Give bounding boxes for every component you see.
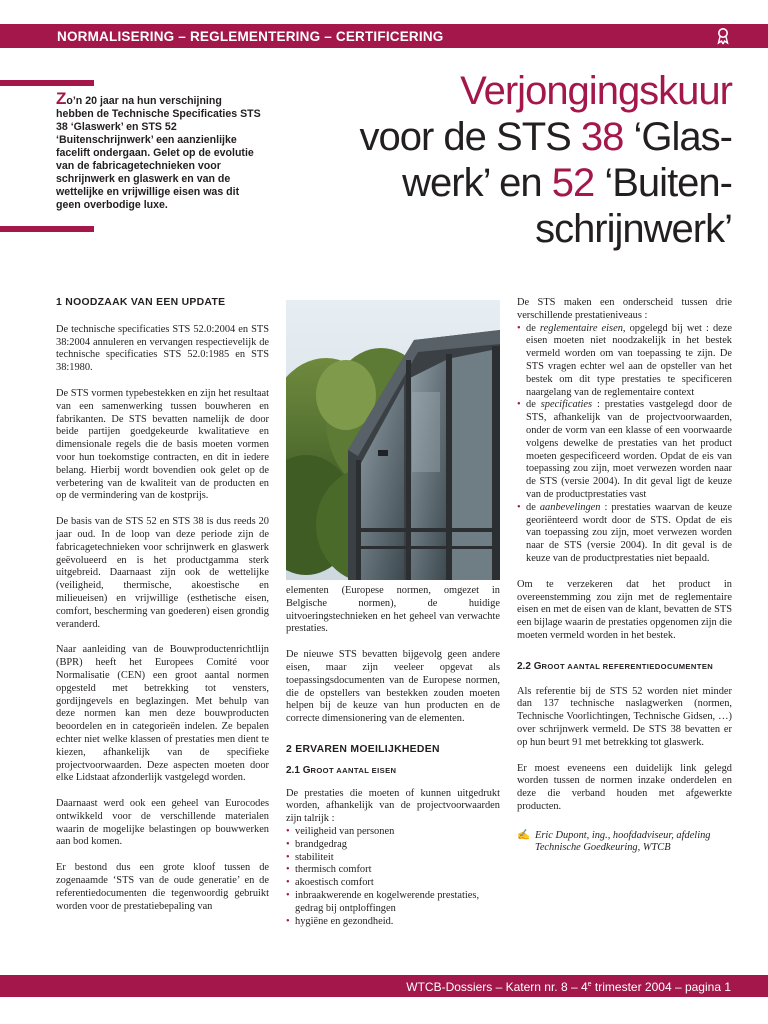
intro-lead — [56, 89, 262, 212]
paragraph: De prestaties die moeten of kunnen uitgedrukt worden, afhankelijk van de projectvoorwaarden zijn talrijk : — [286, 787, 500, 825]
pen-nib-icon: ✍ — [517, 829, 530, 841]
list-item: • akoestisch comfort — [286, 877, 500, 890]
section-header-text: NORMALISERING – REGLEMENTERING – CERTIFICERING — [57, 29, 444, 44]
section-header-bar — [0, 24, 768, 48]
accent-rule-bottom — [0, 226, 94, 232]
list-item: • veiligheid van personen — [286, 826, 500, 839]
title-line-3: werk’ en 52 ‘Buiten- — [402, 161, 732, 205]
column-2 — [286, 585, 500, 941]
paragraph: Om te verzekeren dat het product in overeenstemming zou zijn met de reglementaire eisen en met de eisen van de klant, bevatten de STS een bijlage waarin de prestaties opgenomen zijn die moeten vermeld worden in het bestek. — [517, 578, 732, 641]
paragraph: De STS maken een onderscheid tussen drie verschillende prestatieniveaus : — [517, 297, 732, 321]
list-item: • thermisch comfort — [286, 864, 500, 877]
title-number-52: 52 — [551, 161, 595, 205]
subsection-heading-2-2: 2.2 GROOT AANTAL REFERENTIEDOCUMENTEN — [517, 660, 714, 672]
title-line-1: Verjongingskuur — [460, 69, 732, 113]
footer-bar — [0, 975, 768, 997]
accent-rule-top — [0, 80, 94, 86]
paragraph: Er bestond dus een grote kloof tussen de zogenaamde ‘STS van de oude generatie’ en de referentiedocumenten die tegenwoordig gebruikt worden voor de prestatiebepaling van — [56, 862, 269, 912]
paragraph: elementen (Europese normen, omgezet in Belgische normen), de huidige uitvoeringstechnieken en het geheel van verwachte prestaties. — [286, 585, 500, 635]
column-3 — [517, 297, 732, 855]
footer-text: WTCB-Dossiers – Katern nr. 8 – 4e trimester 2004 – pagina 1 — [406, 980, 731, 994]
paragraph: De nieuwe STS bevatten bijgevolg geen andere eisen, maar zijn veeleer opgevat als toepassingsdocumenten van de Europese normen, die de opstellers van bestekken zouden moeten helpen bij de keuze van hun producten en de correcte dimensionering van de elementen. — [286, 649, 500, 725]
column-1 — [56, 297, 269, 926]
performance-levels-list — [517, 323, 732, 566]
paragraph: Als referentie bij de STS 52 worden niet minder dan 137 technische naslagwerken (normen, Technische Voorlichtingen, Technische Gidsen, …) over schrijnwerk vermeld. De STS 38 bevatten er op hun beurt 91 met betrekking tot glaswerk. — [517, 685, 732, 748]
list-item: • brandgedrag — [286, 839, 500, 852]
subsection-heading-2-1: 2.1 GROOT AANTAL EISEN — [286, 764, 397, 776]
paragraph: De technische specificaties STS 52.0:2004 en STS 38:2004 annuleren en vervangen respectievelijk de technische specificaties STS 52.0:1985 en STS 38:1980. — [56, 323, 269, 374]
requirements-list — [286, 826, 500, 928]
intro-text: o’n 20 jaar na hun verschijning hebben de Technische Specificaties STS 38 ‘Glaswerk’ en STS 52 ‘Buitenschrijnwerk’ een aanzienlijke facelift ondergaan. Gelet op de evolutie van de fabricagetechnieken voor schrijnwerk en glaswerk en van de wettelijke en vrijwillige eisen was dit geen overbodige luxe. — [56, 95, 261, 211]
list-item: • de aanbevelingen : prestaties waarvan de keuze georiënteerd wordt door de STS. Opdat de eis van toepassing zou zijn, moet verwezen worden naar de STS (versie 2004). In dit geval is de keuze van de productprestaties niet bepaald. — [517, 502, 732, 566]
section-heading-2: 2 ERVAREN MOEILIJKHEDEN — [286, 743, 440, 755]
paragraph: De basis van de STS 52 en STS 38 is dus reeds 20 jaar oud. In de loop van deze periode zijn de fabricagetechnieken voor schrijnwerk en glaswerk geëvolueerd en is het productgamma sterk uitgebreid. Daarnaast zijn ook de wettelijke (veiligheid, thermische, akoestische en milieueisen) en vrijwillige (esthetische eisen, comfort, bescherming van goederen) eisen grondig veranderd. — [56, 516, 269, 630]
list-item: • inbraakwerende en kogelwerende prestaties, gedrag bij ontploffingen — [286, 890, 500, 916]
paragraph: De STS vormen typebestekken en zijn het resultaat van een samenwerking tussen bouwheren en fabrikanten. De STS bevatten namelijk de door beide partijen goedgekeurde kwalitatieve en dimensionale regels die de basis moeten vormen voor hun toekomstige contracten, en dit in iedere belang. Hierbij wordt bovendien ook gelet op de verbetering van de kwaliteit van de producten en op de vermindering van de kostprijs. — [56, 387, 269, 502]
paragraph: Naar aanleiding van de Bouwproductenrichtlijn (BPR) heeft het Europees Comité voor Normalisatie (CEN) een groot aantal normen opgesteld met betrekking tot vensters, gordijngevels en beglazingen. Met behulp van deze normen kan men deze bouwproducten beoordelen en in categorieën indelen. Ze bepalen echter niet welke klassen of prestaties men dient te kiezen, afhankelijk van de specifieke projectvoorwaarden. Deze aspecten moeten door elke Lidstaat afzonderlijk vastgelegd worden. — [56, 644, 269, 784]
conservatory-photo — [286, 300, 500, 580]
list-item: • stabiliteit — [286, 852, 500, 865]
section-heading-1: 1 NOODZAAK VAN EEN UPDATE — [56, 297, 226, 308]
ribbon-award-icon — [715, 27, 731, 45]
list-item: • hygiëne en gezondheid. — [286, 916, 500, 929]
list-item: • de specificaties : prestaties vastgelegd door de STS, afhankelijk van de projectvoorwaarden, onder de vorm van een klasse of een voorwaarde volgens dewelke de prestaties van het product moeten gespecificeerd worden. Opdat de eis van toepassing zou zijn, moet verwezen worden naar de STS (versie 2004). In dit geval ligt de keuze van de productprestaties vast — [517, 399, 732, 501]
list-item: • de reglementaire eisen, opgelegd bij wet : deze eisen moeten niet noodzakelijk in het bestek vermeld worden om van toepassing te zijn. De STS vragen echter wel aan de opsteller van het bestek om dit type prestaties te specificeren naargelang van de reglementaire context — [517, 323, 732, 400]
paragraph: Er moest eveneens een duidelijk link gelegd worden tussen de normen inzake onderdelen en deze die verband houden met afgewerkte producten. — [517, 762, 732, 812]
article-title — [272, 68, 732, 252]
intro-dropcap: Z — [56, 89, 67, 108]
author-signature: ✍ Eric Dupont, ing., hoofdadviseur, afdeling Technische Goedkeuring, WTCB — [517, 829, 711, 854]
title-line-2: voor de STS 38 ‘Glas- — [359, 115, 732, 159]
title-line-4: schrijnwerk’ — [535, 207, 732, 251]
paragraph: Daarnaast werd ook een geheel van Eurocodes ontwikkeld voor de verschillende materialen waarin de mogelijke belastingen op bouwwerken aan bod komen. — [56, 798, 269, 848]
conservatory-photo-image — [286, 300, 500, 580]
title-number-38: 38 — [580, 115, 624, 159]
